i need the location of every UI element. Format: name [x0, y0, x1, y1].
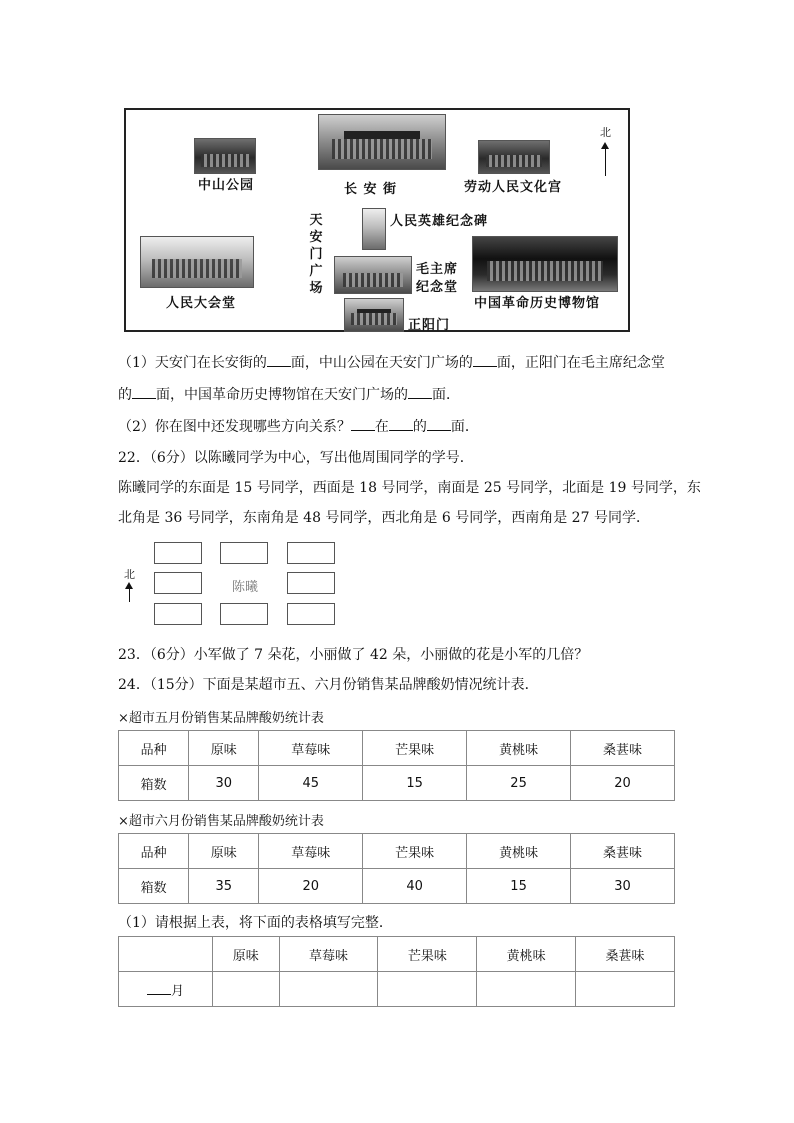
- table-header-cell: 草莓味: [259, 834, 363, 869]
- table-header-cell: 品种: [119, 731, 189, 766]
- table-cell: 35: [189, 869, 259, 904]
- month-label-cell: 月: [119, 972, 213, 1007]
- table-header-cell: 芒果味: [363, 731, 467, 766]
- table-cell: 30: [571, 869, 675, 904]
- table-cell: 箱数: [119, 869, 189, 904]
- seat-east[interactable]: [287, 572, 335, 594]
- q21-part1-line2: 的 面，中国革命历史博物馆在天安门广场的 面．: [118, 384, 460, 405]
- great-hall-photo: [140, 236, 254, 288]
- table-header-cell: 黄桃味: [467, 834, 571, 869]
- seat-northeast[interactable]: [287, 542, 335, 564]
- seat-north[interactable]: [220, 542, 268, 564]
- table-row: [119, 869, 675, 904]
- q22-line2: 北角是 36 号同学，东南角是 48 号同学，西北角是 6 号同学，西南角是 27 号同学．: [118, 510, 650, 526]
- table-header-cell: 桑葚味: [576, 937, 675, 972]
- great-hall-label: 人民大会堂: [166, 296, 237, 311]
- table-header-cell: 芒果味: [363, 834, 467, 869]
- q21-part2: （2）你在图中还发现哪些方向关系？ 在 的 面．: [118, 416, 479, 437]
- fill-cell[interactable]: [212, 972, 279, 1007]
- table-row: [119, 972, 675, 1007]
- table-cell: 15: [363, 766, 467, 801]
- answer-blank[interactable]: [389, 416, 413, 431]
- table-cell: 40: [363, 869, 467, 904]
- table-cell: 20: [259, 869, 363, 904]
- q22-title: 22．（6分）以陈曦同学为中心，写出他周围同学的学号．: [118, 450, 474, 466]
- q22-line1: 陈曦同学的东面是 15 号同学，西面是 18 号同学，南面是 25 号同学，北面是 19 号同学，东: [118, 480, 701, 496]
- q22-north-arrow-line: [129, 588, 130, 602]
- table-header-cell: 品种: [119, 834, 189, 869]
- mao-mausoleum-photo: [334, 256, 412, 294]
- table-cell: 箱数: [119, 766, 189, 801]
- table-header-cell: [119, 937, 213, 972]
- table-header-row: [119, 834, 675, 869]
- table-cell: 45: [259, 766, 363, 801]
- heroes-monument-label: 人民英雄纪念碑: [390, 214, 489, 229]
- fill-cell[interactable]: [576, 972, 675, 1007]
- changan-street-label: 长 安 街: [344, 182, 398, 197]
- table-header-cell: 桑葚味: [571, 731, 675, 766]
- answer-blank[interactable]: [473, 352, 497, 367]
- table-header-row: [119, 937, 675, 972]
- heroes-monument-photo: [362, 208, 386, 250]
- q24-part1: （1）请根据上表，将下面的表格填写完整．: [118, 915, 393, 931]
- table-header-cell: 原味: [189, 834, 259, 869]
- table-header-cell: 草莓味: [279, 937, 378, 972]
- table-cell: 15: [467, 869, 571, 904]
- may-table-caption: ×超市五月份销售某品牌酸奶统计表: [118, 711, 324, 726]
- june-table: [118, 833, 675, 904]
- museum-label: 中国革命历史博物馆: [474, 296, 601, 311]
- museum-photo: [472, 236, 618, 292]
- changan-street-photo: [318, 114, 446, 170]
- table-header-cell: 桑葚味: [571, 834, 675, 869]
- zhengyang-gate-photo: [344, 298, 404, 332]
- june-table-caption: ×超市六月份销售某品牌酸奶统计表: [118, 814, 324, 829]
- table-header-cell: 原味: [189, 731, 259, 766]
- month-blank[interactable]: [147, 980, 171, 995]
- q23-text: 23．（6分）小军做了 7 朵花，小丽做了 42 朵，小丽做的花是小军的几倍？: [118, 647, 589, 663]
- answer-blank[interactable]: [267, 352, 291, 367]
- center-student-name: 陈曦: [232, 580, 259, 595]
- tiananmen-map: [124, 108, 630, 332]
- zhongshan-park-photo: [194, 138, 256, 174]
- table-cell: 20: [571, 766, 675, 801]
- labor-palace-photo: [478, 140, 550, 174]
- answer-blank[interactable]: [132, 384, 156, 399]
- may-table: [118, 730, 675, 801]
- zhengyang-gate-label: 正阳门: [408, 318, 451, 333]
- seat-south[interactable]: [220, 603, 268, 625]
- fill-cell[interactable]: [279, 972, 378, 1007]
- q24-title: 24．（15分）下面是某超市五、六月份销售某品牌酸奶情况统计表．: [118, 677, 539, 693]
- table-row: [119, 766, 675, 801]
- fill-table: [118, 936, 675, 1007]
- table-header-cell: 草莓味: [259, 731, 363, 766]
- answer-blank[interactable]: [408, 384, 432, 399]
- table-header-cell: 黄桃味: [467, 731, 571, 766]
- answer-blank[interactable]: [351, 416, 375, 431]
- fill-cell[interactable]: [378, 972, 477, 1007]
- mao-mausoleum-label-line2: 纪念堂: [416, 280, 459, 295]
- table-header-row: [119, 731, 675, 766]
- seat-west[interactable]: [154, 572, 202, 594]
- table-cell: 30: [189, 766, 259, 801]
- table-header-cell: 黄桃味: [477, 937, 576, 972]
- seat-southeast[interactable]: [287, 603, 335, 625]
- table-header-cell: 原味: [212, 937, 279, 972]
- tiananmen-square-label: 天 安 门 广 场: [309, 213, 323, 296]
- q22-north-label: 北: [124, 568, 135, 581]
- mao-mausoleum-label-line1: 毛主席: [416, 262, 459, 277]
- answer-blank[interactable]: [427, 416, 451, 431]
- seat-northwest[interactable]: [154, 542, 202, 564]
- q21-part1-line1: （1）天安门在长安街的 面，中山公园在天安门广场的 面，正阳门在毛主席纪念堂: [118, 352, 665, 373]
- table-cell: 25: [467, 766, 571, 801]
- map-north-arrow-line: [605, 148, 606, 176]
- zhongshan-park-label: 中山公园: [198, 178, 255, 193]
- map-north-label: 北: [600, 126, 611, 139]
- labor-palace-label: 劳动人民文化宫: [464, 180, 563, 195]
- table-header-cell: 芒果味: [378, 937, 477, 972]
- fill-cell[interactable]: [477, 972, 576, 1007]
- seat-southwest[interactable]: [154, 603, 202, 625]
